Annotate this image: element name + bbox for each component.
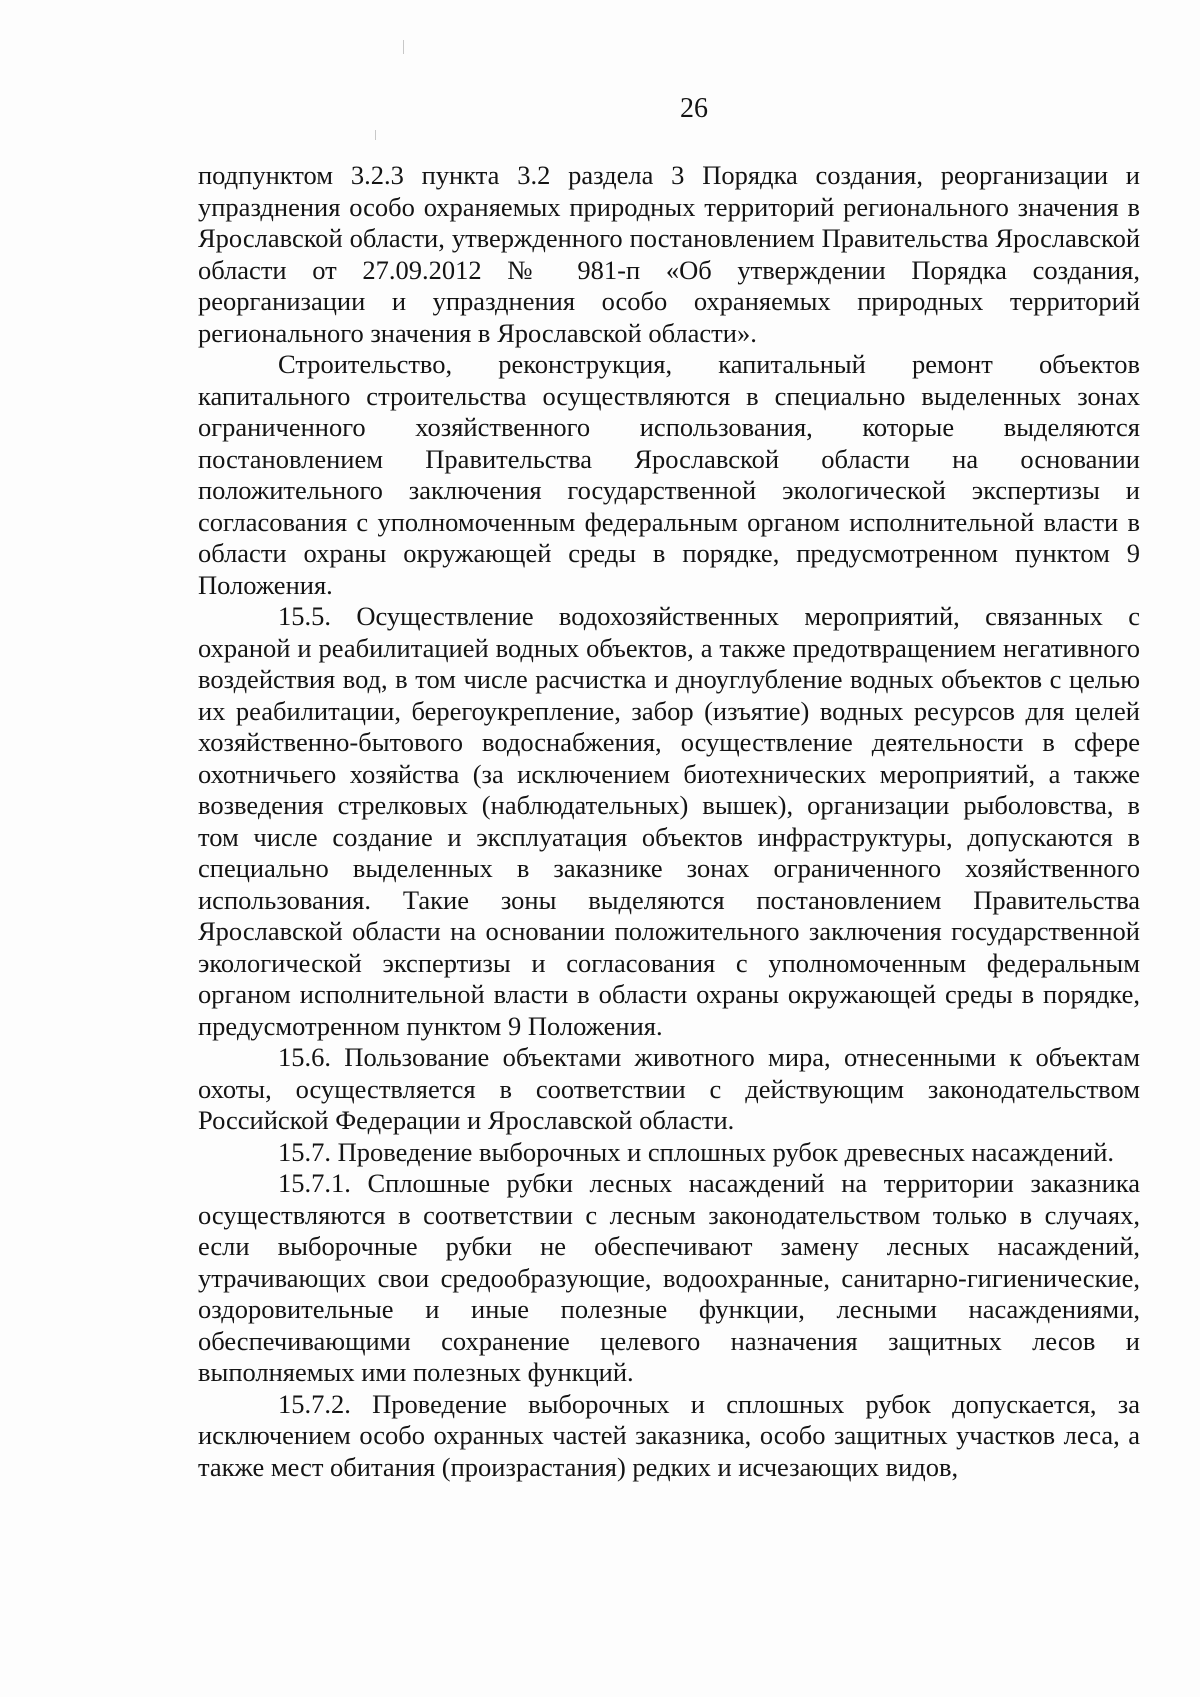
paragraph-15-7-1: 15.7.1. Сплошные рубки лесных насаждений на территории заказника осуществляются в соответствии с лесным законодательством только в случаях, если выборочные рубки не обеспечивают замену лесных насаждений, утрачивающих свои средообразующие, водоохранные, санитарно-гигиенические, оздоровительные и иные полезные функции, лесными насаждениями, обеспечивающими сохранение целевого назначения защитных лесов и выполняемых ими полезных функций.	[198, 1168, 1140, 1387]
paragraph-15-7: 15.7. Проведение выборочных и сплошных рубок древесных насаждений.	[278, 1136, 1115, 1167]
paragraph-15-7-2: 15.7.2. Проведение выборочных и сплошных рубок допускается, за исключением особо охранных частей заказника, особо защитных участков леса, а также мест обитания (произрастания) редких и исчезающих видов,	[198, 1388, 1140, 1482]
scan-artifact	[375, 130, 376, 140]
scan-artifact	[403, 40, 404, 54]
paragraph-15-5: 15.5. Осуществление водохозяйственных мероприятий, связанных с охраной и реабилитацией водных объектов, а также предотвращением негативного воздействия вод, в том числе расчистка и дноуглубление водных объектов с целью их реабилитации, берегоукрепление, забор (изъятие) водных ресурсов для целей хозяйственно-бытового водоснабжения, осуществление деятельности в сфере охотничьего хозяйства (за исключением биотехнических мероприятий, а также возведения стрелковых (наблюдательных) вышек), организации рыболовства, в том числе создание и эксплуатация объектов инфраструктуры, допускаются в специально выделенных в заказнике зонах ограниченного хозяйственного использования. Такие зоны выделяются постановлением Правительства Ярославской области на основании положительного заключения государственной экологической экспертизы и согласования с уполномоченным федеральным органом исполнительной власти в области охраны окружающей среды в порядке, предусмотренном пунктом 9 Положения.	[198, 601, 1140, 1041]
page-number: 26	[680, 93, 708, 124]
document-body	[198, 160, 1140, 1483]
paragraph-construction: Строительство, реконструкция, капитальный ремонт объектов капитального строительства осуществляются в специально выделенных зонах ограниченного хозяйственного использования, которые выделяются постановлением Правительства Ярославской области на основании положительного заключения государственной экологической экспертизы и согласования с уполномоченным федеральным органом исполнительной власти в области охраны окружающей среды в порядке, предусмотренном пунктом 9 Положения.	[198, 349, 1140, 600]
paragraph-15-6: 15.6. Пользование объектами животного мира, отнесенными к объектам охоты, осуществляется в соответствии с действующим законодательством Российской Федерации и Ярославской области.	[198, 1042, 1140, 1135]
paragraph-continuation: подпунктом 3.2.3 пункта 3.2 раздела 3 Порядка создания, реорганизации и упразднения особо охраняемых природных территорий регионального значения в Ярославской области, утвержденного постановлением Правительства Ярославской области от 27.09.2012 № 981-п «Об утверждении Порядка создания, реорганизации и упразднения особо охраняемых природных территорий регионального значения в Ярославской области».	[198, 160, 1140, 348]
